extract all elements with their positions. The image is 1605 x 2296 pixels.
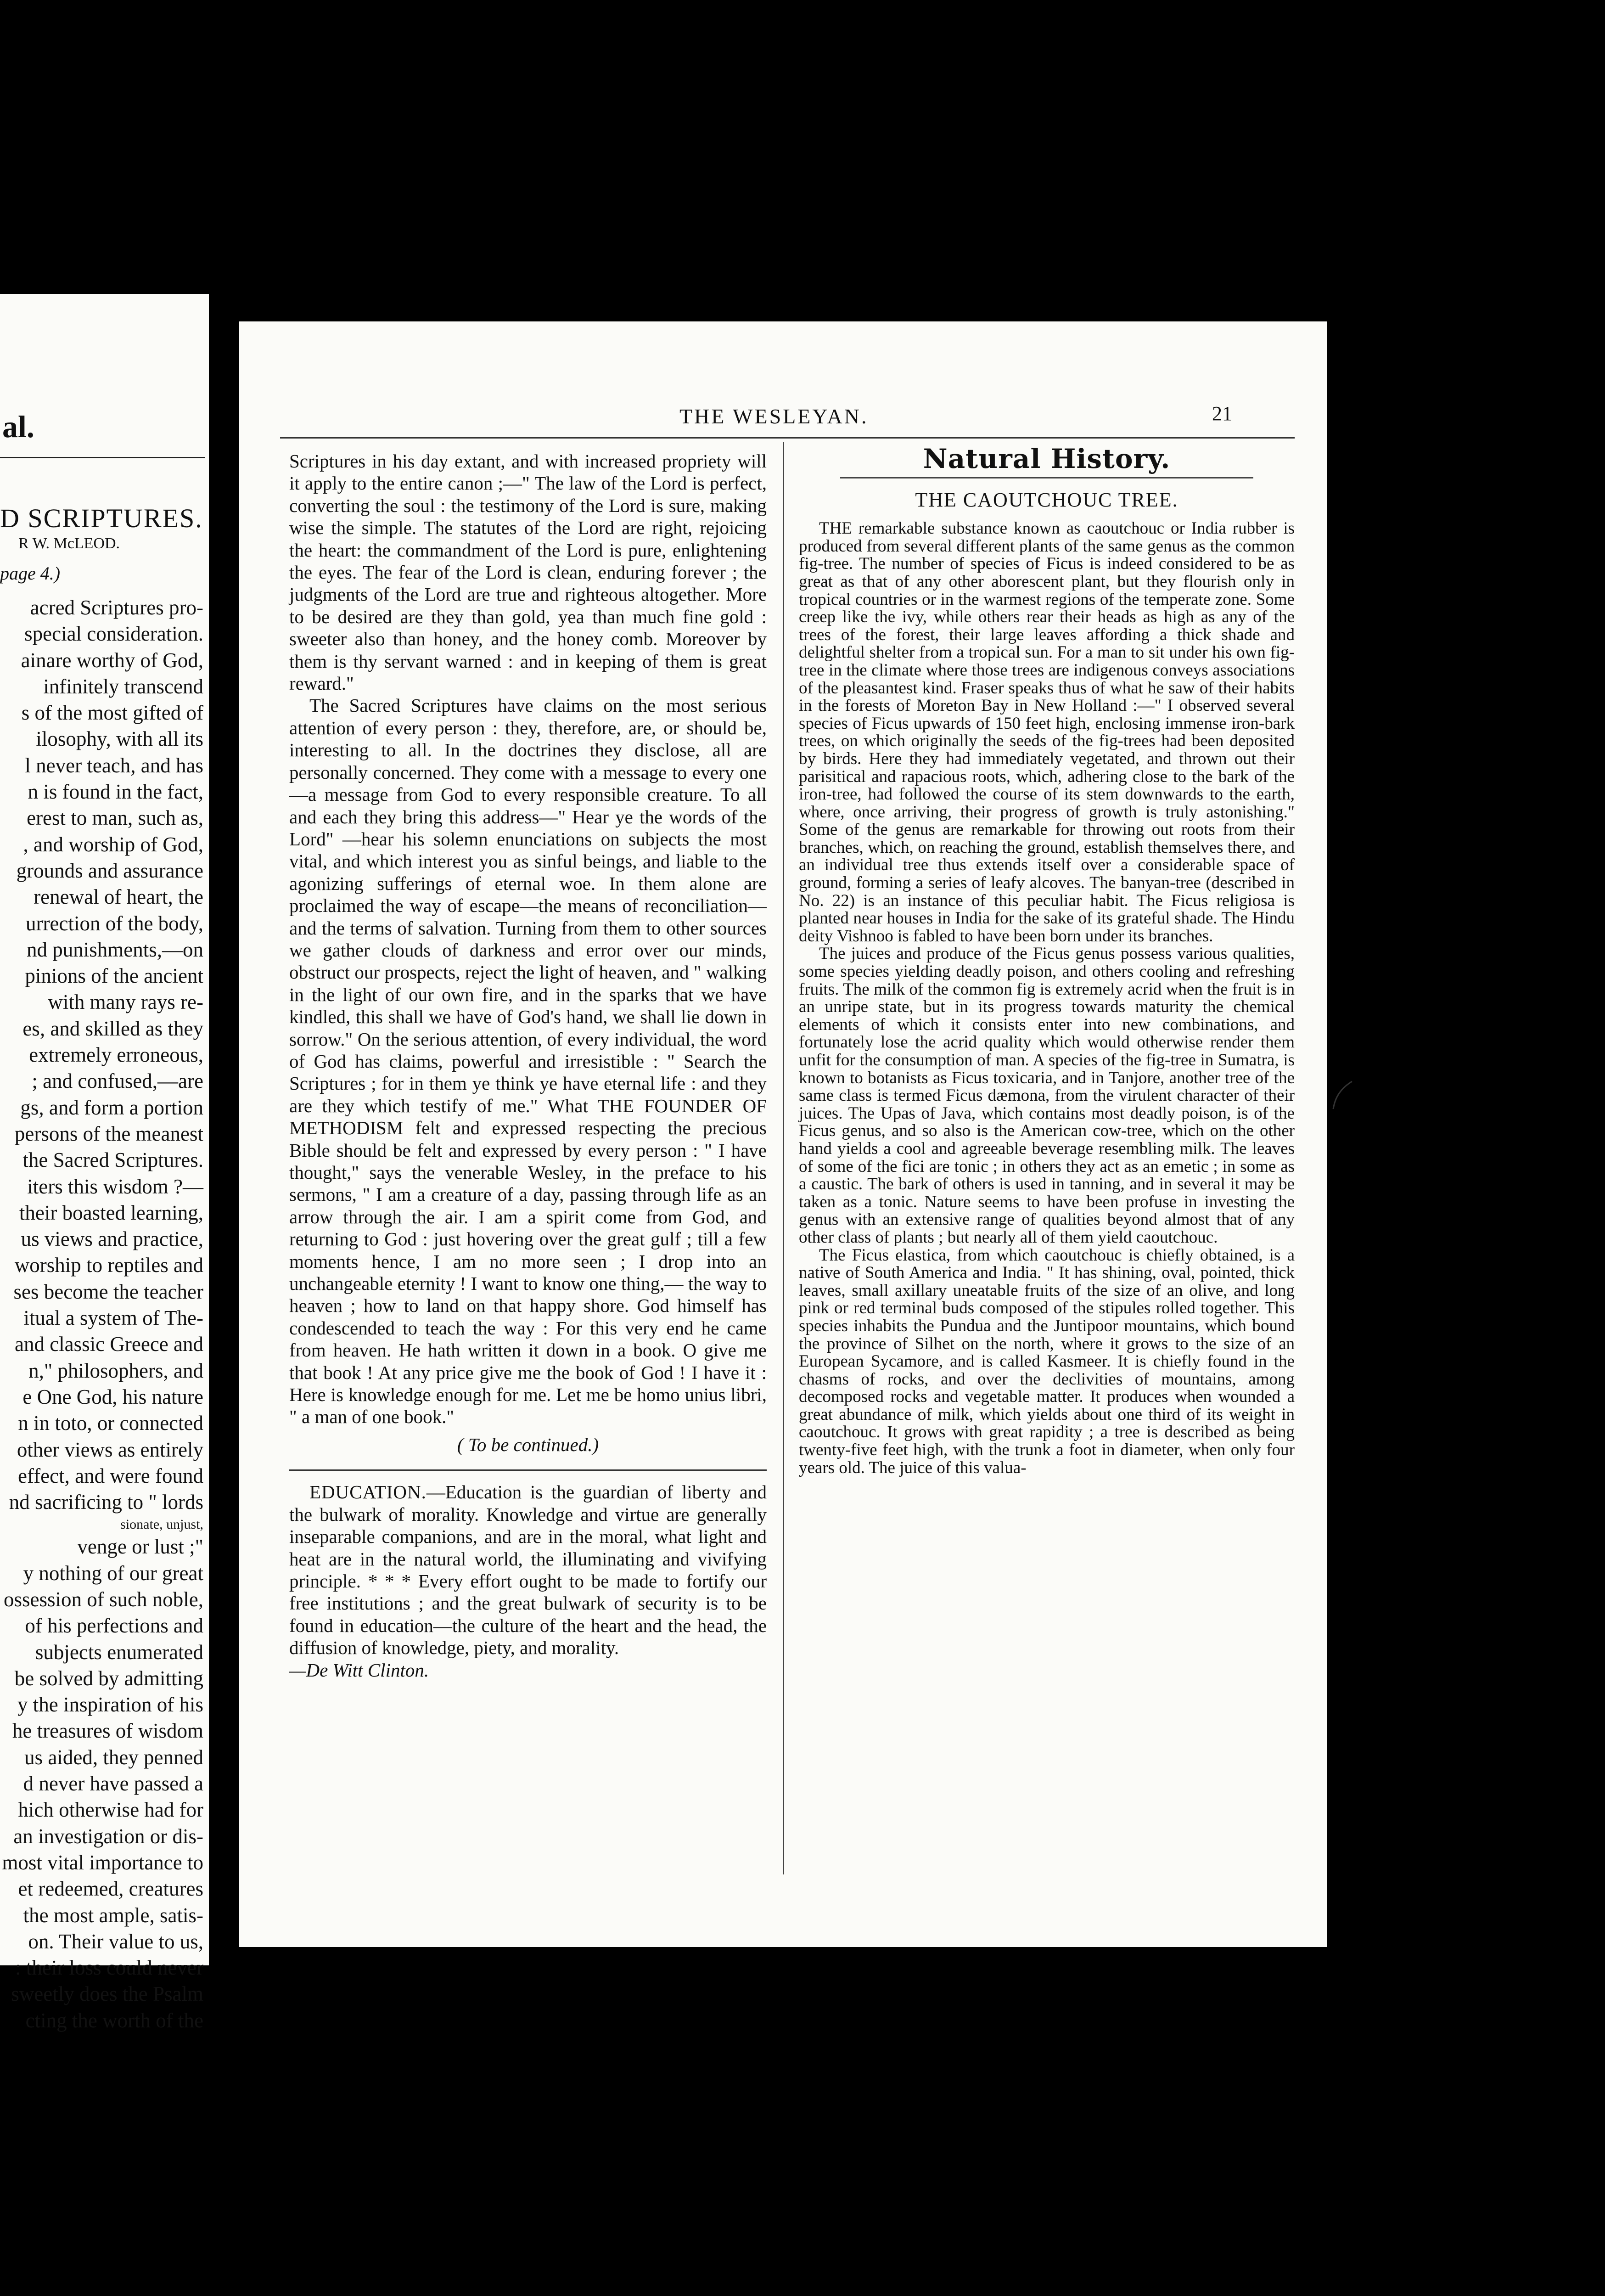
adjacent-page-line: ses become the teacher [13,1280,203,1303]
adjacent-page-line: most vital importance to [2,1851,203,1874]
right-column [799,443,1295,1477]
adjacent-page-line: the most ample, satis- [23,1903,203,1927]
running-head: THE WESLEYAN. [679,405,869,428]
adjacent-page-line: ilosophy, with all its [36,727,203,751]
article-paragraph: The juices and produce of the Ficus genus possess various qualities, some species yielding deadly poison, and others cooling and refreshing fruits. The milk of the common fig is extremely acrid when the fruit is in an unripe state, but in its progress towards maturity the chemical elements of which it consists enter into new combinations, and fortunately lose the acrid quality which would otherwise render them unfit for the consumption of man. A species of the fig-tree in Sumatra, is known to botanists as Ficus toxicaria, and in Tanjore, another tree of the same class is termed Ficus dæmona, from the virulent character of their juices. The Upas of Java, which contains most deadly poison, is of the Ficus genus, and so also is the American cow-tree, which on the other hand yields a cool and agreeable beverage resembling milk. The leaves of some of the fici are tonic ; in others they act as an emetic ; in some as a caustic. The bark of others is used in tanning, and in several it may be taken as a tonic. Nature seems to have been profuse in investing the genus with an extensive range of qualities beyond almost that of any other class of plants ; but nearly all of them yield caoutchouc. [799,944,1295,1247]
adjacent-page-line: ; and confused,—are [32,1069,203,1093]
adjacent-article-byline: R W. McLEOD. [18,535,120,552]
scripture-paragraph: Scriptures in his day extant, and with increased propriety will it apply to the entire canon ;—" The law of the Lord is perfect, converting the soul : the testimony of the Lord is sure, making wise the simple. The statutes of the Lord are right, rejoicing the heart: the commandment of the Lord is pure, enlightening the eyes. The fear of the Lord is clean, enduring forever ; the judgments of the Lord are true and righteous altogether. More to be desired are they than gold, yea than much fine gold : sweeter also than honey, and the honey comb. Moreover by them is thy servant warned : and in keeping of them is great reward." [289,450,767,694]
adjacent-page-line: : their loss could never [15,1956,203,1980]
adjacent-page-line: nd punishments,—on [26,938,203,961]
adjacent-page-fragment [0,294,209,2032]
adjacent-page-line: n in toto, or connected [18,1412,203,1435]
adjacent-page-line: ainare worthy of God, [21,648,203,672]
adjacent-page-line: with many rays re- [48,990,203,1014]
adjacent-page-line: worship to reptiles and [14,1254,203,1277]
adjacent-page-line: urrection of the body, [26,912,203,935]
page-number: 21 [1212,402,1232,425]
adjacent-page-line: sweetly does the Psalm [11,1982,203,2006]
adjacent-page-line: other views as entirely [17,1438,203,1461]
adjacent-page-line: es, and skilled as they [22,1017,203,1040]
adjacent-page-line: y nothing of our great [23,1561,203,1585]
adjacent-page-line: erest to man, such as, [27,806,203,830]
adjacent-page-line: renewal of heart, the [34,885,203,909]
adjacent-article-reference: page 4.) [0,563,61,584]
adjacent-page-line: acred Scriptures pro- [30,596,203,619]
adjacent-page-line: the Sacred Scriptures. [22,1148,203,1172]
adjacent-page-line: nd sacrificing to " lords [9,1491,203,1514]
adjacent-page-line: on. Their value to us, [28,1930,203,1953]
scripture-paragraph: The Sacred Scriptures have claims on the most serious attention of every person : they, therefore, are, or should be, interesting to all. In the doctrines they disclose, all are personally concerned. They come with a message to every one—a message from God to every responsible creature. To all and each they bring this address—" Hear ye the words of the Lord" —hear his solemn enunciations on subjects the most vital, and which interest you as sinful beings, and liable to the agonizing sufferings of eternal woe. In them alone are proclaimed the way of escape—the means of reconciliation—and the terms of salvation. Turning from them to other sources we gather clouds of darkness and error over our minds, obstruct our prospects, reject the light of heaven, and " walking in the light of our own fire, and in the sparks that we have kindled, this shall we have of God's hand, we shall lie down in sorrow." On the serious attention, of every individual, the word of God has claims, powerful and irresistible : " Search the Scriptures ; for in them ye think ye have eternal life : and they are they which testify of me." What THE FOUNDER OF METHODISM felt and expressed respecting the precious Bible should be felt and expressed by every person : " I have thought," says the venerable Wesley, in the preface to his sermons, " I am a creature of a day, passing through life as an arrow through the air. I am a spirit come from God, and returning to God : just hovering over the great gulf ; till a few moments hence, I am no more seen ; I drop into an unchangeable eternity ! I want to know one thing,— the way to heaven ; how to land on that happy shore. God himself has condescended to teach the way : For this very end he came from heaven. He hath written it down in a book. O give me that book ! At any price give me the book of God ! I have it : Here is knowledge enough for me. Let me be homo unius libri, " a man of one book." [289,695,767,1428]
newspaper-page [239,321,1327,1947]
education-text: —Education is the guardian of liberty and the bulwark of morality. Knowledge and virtue are generally inseparable companions, and are in the moral, what light and heat are in the natural world, the illuminating and vivifying principle. * * * Every effort ought to be made to fortify our free institutions ; and the great bulwark of security is to be found in education—the culture of the heart and the head, the diffusion of knowledge, piety, and morality. [289,1481,767,1659]
header-rule [280,437,1295,439]
adjacent-page-line: effect, and were found [18,1464,203,1487]
margin-mark [1331,1079,1354,1111]
adjacent-page-line: be solved by admitting [14,1666,203,1690]
adjacent-page-line: itual a system of The- [23,1306,203,1330]
adjacent-page-line: us aided, they penned [24,1745,203,1769]
education-paragraph [289,1481,767,1659]
adjacent-page-line: hich otherwise had for [18,1798,203,1822]
adjacent-page-line: n is found in the fact, [28,780,203,804]
adjacent-page-line: n," philosophers, and [28,1359,203,1382]
adjacent-page-line: an investigation or dis- [13,1824,203,1848]
adjacent-page-line: persons of the meanest [14,1122,203,1145]
article-title: THE CAOUTCHOUC TREE. [915,488,1178,511]
section-title: Natural History. [923,443,1171,474]
adjacent-page-line: et redeemed, creatures [18,1877,203,1901]
divider [840,477,1253,478]
adjacent-page-line: y the inspiration of his [17,1693,203,1716]
divider [0,457,205,458]
article-paragraph: The Ficus elastica, from which caoutchouc is chiefly obtained, is a native of South America and India. " It has shining, oval, pointed, thick leaves, small axillary uneatable fruits of the size of an olive, and long pink or red terminal buds composed of the stipules rolled together. This species inhabits the Pundua and the Juntipoor mountains, which bound the province of Silhet on the north, where it grows to the size of an European Sycamore, and is called Kasmeer. It is chiefly found in the chasms of rocks, and over the declivities of mountains, among decomposed rocks and vegetable matter. It produces when wounded a great abundance of milk, which yields about one third of its weight in caoutchouc. It grows with great rapidity ; a tree is described as being twenty-five feet high, with the trunk a foot in diameter, when only four years old. The juice of this valua- [799,1245,1295,1477]
adjacent-page-line: their boasted learning, [19,1201,203,1224]
adjacent-page-line: grounds and assurance [16,859,203,882]
adjacent-page-line: he treasures of wisdom [12,1719,203,1743]
adjacent-article-body [0,595,203,2034]
adjacent-page-line: of his perfections and [25,1614,203,1638]
adjacent-article-heading: D SCRIPTURES. [0,503,203,533]
continued-note: ( To be continued.) [457,1434,599,1455]
adjacent-page-title: al. [2,409,34,444]
education-lead: EDUCATION. [309,1481,427,1503]
adjacent-page-line: and classic Greece and [14,1333,203,1356]
divider [289,1469,767,1471]
adjacent-page-line: pinions of the ancient [25,964,203,988]
left-column [289,450,767,1681]
adjacent-page-line: d never have passed a [23,1772,203,1795]
column-divider [783,442,784,1874]
adjacent-page-line: e One God, his nature [22,1385,203,1408]
adjacent-page-line: ossession of such noble, [4,1587,203,1611]
adjacent-page-line: s of the most gifted of [21,701,203,725]
adjacent-page-line: special consideration. [24,622,203,646]
article-paragraph: THE remarkable substance known as caoutchouc or India rubber is produced from several different plants of the same genus as the common fig-tree. The number of species of Ficus is indeed considered to be as great as that of any other aborescent plant, but they flourish only in tropical countries or in the warmest regions of the temperate zone. Some creep like the ivy, while others rear their heads as high as any of the trees of the forest, their large leaves affording a thick shade and delightful shelter from a tropical sun. For a man to sit under his own fig-tree in the climate where those trees are indigenous conveys associations of the pleasantest kind. Fraser speaks thus of what he saw of their habits in the forests of Moreton Bay in New Holland :—" I observed several species of Ficus upwards of 150 feet high, enclosing immense iron-bark trees, on which originally the seeds of the fig-trees had been deposited by birds. Here they had immediately vegetated, and thrown out their parisitical and rapacious roots, which, adhering close to the bark of the iron-tree, had followed the course of its stem downwards to the earth, where, once arriving, their progress of growth is truly astonishing." Some of the genus are remarkable for throwing out roots from their branches, which, on reaching the ground, establish themselves there, and an individual tree thus extends itself over a considerable space of ground, forming a series of leafy alcoves. The banyan-tree (described in No. 22) is an instance of this peculiar habit. The Ficus religiosa is planted near houses in India for the sake of its grateful shade. The Hindu deity Vishnoo is fabled to have been born under its branches. [799,519,1295,945]
adjacent-page-line: , and worship of God, [23,833,203,856]
adjacent-page-line: venge or lust ;" [77,1535,203,1559]
adjacent-page-line: subjects enumerated [35,1640,203,1664]
adjacent-page-line: infinitely transcend [43,675,203,698]
adjacent-page-line: gs, and form a portion [20,1096,203,1119]
adjacent-page-line: l never teach, and has [25,754,203,777]
adjacent-page-line: cting the worth of the [25,2009,203,2032]
adjacent-page-line: sionate, unjust, [120,1517,203,1532]
adjacent-page-line: us views and practice, [21,1227,203,1251]
adjacent-page-line: extremely erroneous, [29,1043,203,1067]
attribution: —De Witt Clinton. [289,1659,429,1681]
adjacent-page-line: iters this wisdom ?— [27,1175,203,1198]
